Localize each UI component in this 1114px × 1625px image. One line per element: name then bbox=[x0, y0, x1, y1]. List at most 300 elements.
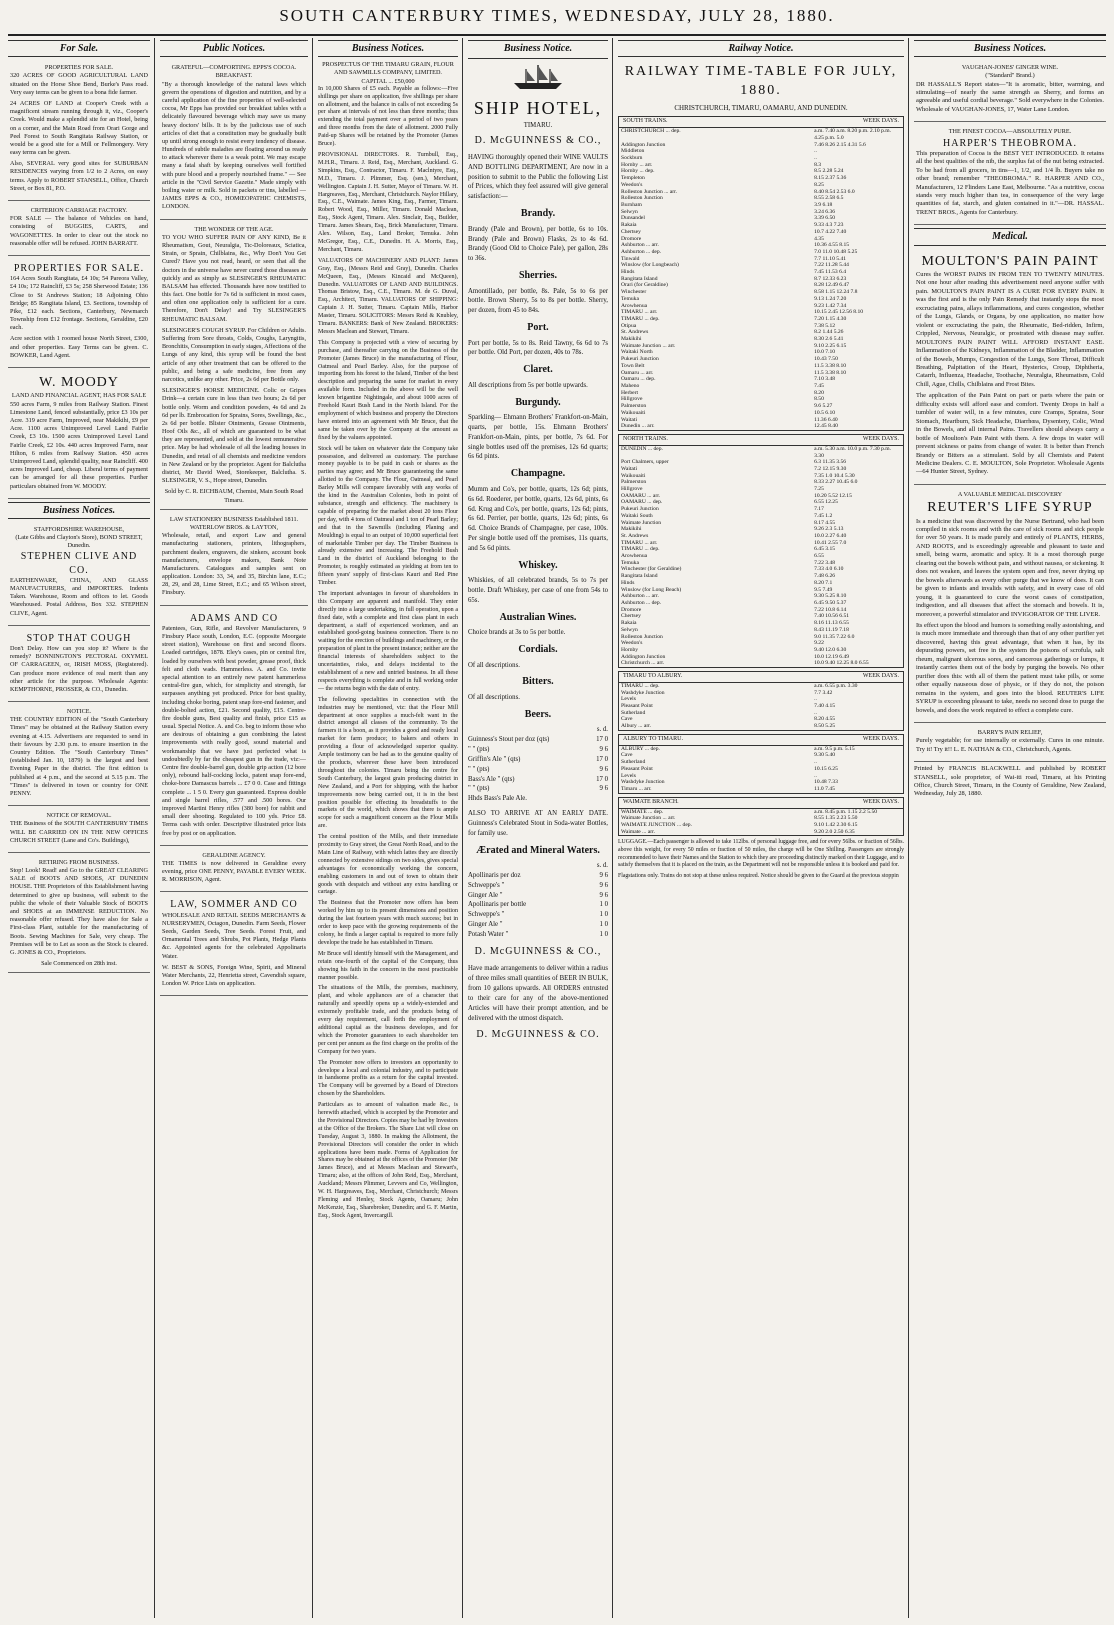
ad-title: PROPERTIES FOR SALE. bbox=[44, 64, 114, 72]
ad-text: "By a thorough knowledge of the natural laws which govern the operations of digestion and nutrition, and by a careful application of the fine properties of well-selected cocoa, Mr Epps has provided our breakfast tables with a delicately flavoured beverage which may save us many heavy doctors' bills. It is by the judicious use of such articles of diet that a constitution may be gradually built up until strong enough to resist every tendency of disease. Hundreds of subtle maladies are floating around us ready to attack wherever there is a weak point. We may escape many a fatal shaft by keeping ourselves well fortified with pure blood and a properly nourished frame." — See article in the "Civil Service Gazette." Made simply with boiling water or milk. Sold in packets or tins, labelled — JAMES EPPS & CO., HOMŒOPATHIC CHEMISTS, LONDON. bbox=[162, 80, 306, 211]
station-name: Pukeuri Junction bbox=[621, 506, 659, 513]
ad-text: 320 ACRES OF GOOD AGRICULTURAL LAND situated on the Horse Shoe Bend, Burke's Pass road. Very easy terms can be given to a bona fide farmer. bbox=[10, 72, 148, 96]
table-row bbox=[619, 336, 903, 343]
table-row bbox=[619, 620, 903, 627]
train-times: .. bbox=[814, 148, 817, 155]
station-name: TIMARU ... arr. bbox=[621, 309, 658, 316]
table-row bbox=[619, 309, 903, 316]
table-row bbox=[619, 627, 903, 634]
price-row bbox=[468, 930, 608, 940]
train-times: 11.5 3.38 8.10 bbox=[814, 369, 847, 376]
ad-text: DR HASSALL'S Report states—"It is aromatic, bitter, warming, and stimulating—of nearly the same strength as Sherry, and forms an agreeable and useful cordial beverage." Sold everywhere in the Colonies. Wholesale of VAUGHAN-JONES, 17, Water Lane London. bbox=[916, 80, 1104, 113]
price-heading: Champagne. bbox=[510, 468, 566, 480]
table-label: TIMARU TO ALBURY. bbox=[623, 673, 683, 680]
column-6 bbox=[914, 40, 1106, 1618]
station-name: OAMARU ... dep. bbox=[621, 499, 663, 506]
beers-list bbox=[468, 735, 608, 804]
price-item-name: Ginger Ale " bbox=[468, 891, 503, 899]
ad-epps-cocoa bbox=[160, 61, 308, 219]
ad-law-sommer bbox=[160, 895, 308, 996]
station-name: Templeton bbox=[621, 175, 645, 182]
table-row bbox=[619, 520, 903, 527]
train-times: 10.41 2.55 7.0 bbox=[814, 539, 847, 546]
station-name: Christchurch ... arr. bbox=[621, 660, 665, 667]
table-row bbox=[619, 546, 903, 553]
column-divider bbox=[612, 38, 613, 1618]
station-name: Port Chalmers, upper bbox=[621, 459, 669, 466]
station-name: Dunedin ... arr. bbox=[621, 423, 655, 430]
station-name: Hillgrove bbox=[621, 396, 643, 403]
ad-text: SLESINGER'S COUGH SYRUP. For Children or Adults. Suffering from Sore throats, Colds, Coughs, Laryngitis, Bronchitis, Consumption in early stages, Affections of the Lungs of any kind, this syrup will be found the best article of any other treatment that can be offered to the public, and being a safe medicine, free from any narcotics, unlike any other. Price, 2s 6d per Bottle only. bbox=[162, 326, 306, 383]
station-name: Levels bbox=[621, 696, 636, 703]
price-heading: Beers. bbox=[524, 708, 552, 720]
station-name: Waimate Junction ... arr. bbox=[621, 342, 676, 349]
train-times: 7.7 11.10 5.41 bbox=[814, 255, 847, 262]
ad-text: The application of the Pain Paint on part or parts where the pain or difficulty exists will afford ease and comfort. Twenty Drops in half a tumbler of water will, in a few minutes, cure Cramps, Sprains, Sour Stomach, Heartburn, Sick Headache, Diarrhœa, Dysentery, Colic, Wind in the Bowels, and all internal Pains. Travellers should always carry a bottle of Moulton's Pain Paint with them. A few drops in water will prevent sickness or pains from change of water. It is better than French Brandy or Bitters as a stimulant. Sold by all Chemists and Patent Medicine Dealers. C. E. MOULTON, Sole Proprietor. Wholesale Agents—64 Hunter Street, Sydney. bbox=[916, 392, 1104, 476]
table-row bbox=[619, 289, 903, 296]
table-label: WEEK DAYS. bbox=[862, 118, 899, 125]
ad-barry bbox=[914, 726, 1106, 762]
train-times: 10.0 7.10 bbox=[814, 349, 836, 356]
table-row bbox=[619, 195, 903, 202]
ad-footer: Sold by C. R. EICHBAUM, Chemist, Main South Road Timaru. bbox=[164, 488, 304, 504]
price-row bbox=[468, 784, 608, 794]
table-row bbox=[619, 526, 903, 533]
column-1 bbox=[8, 40, 150, 1618]
table-row bbox=[619, 242, 903, 249]
train-times: 8.17 4.55 bbox=[814, 519, 836, 526]
train-times: 8.25 bbox=[814, 181, 824, 188]
station-name: Sutherland bbox=[621, 759, 646, 766]
column-divider bbox=[312, 38, 313, 1618]
hotel-owner: D. McGUINNESS & CO., bbox=[474, 945, 602, 957]
price-row bbox=[468, 765, 608, 775]
ad-subtitle: LAND AND FINANCIAL AGENT, HAS FOR SALE bbox=[11, 392, 147, 400]
price-heading: Sherries. bbox=[518, 270, 558, 282]
table-row bbox=[619, 723, 903, 730]
price-heading: Cordials. bbox=[518, 644, 558, 656]
station-name: Hillgrove bbox=[621, 486, 643, 493]
station-name: Herbert bbox=[621, 389, 639, 396]
timetable-footnote: Flagstations only. Trains do not stop at these unless required. Notice should be given to the Guard at the previous stoppin bbox=[618, 872, 899, 879]
station-name: Levels bbox=[621, 772, 636, 779]
station-name: Waitaki South bbox=[621, 512, 653, 519]
ad-carriage-factory bbox=[8, 204, 150, 256]
table-row bbox=[619, 506, 903, 513]
section-header: Business Notice. bbox=[468, 40, 608, 59]
station-name: Otipua bbox=[621, 322, 637, 329]
train-times: 8.33 2.27 10.45 6.0 bbox=[814, 479, 858, 486]
train-times: a.m. 5.30 a.m. 10.0 p.m. 7.30 p.m. 3.30 bbox=[814, 445, 892, 459]
ad-title: LAW STATIONERY BUSINESS Established 1811. WATERLOW BROS. & LAYTON, bbox=[169, 515, 299, 531]
ad-text: Is a medicine that was discovered by the Nurse Bertrand, who had been compiled in sick rooms and with the care of sick rooms and sick people for over 50 years. It is made purely and entirely of PLANTS, HERBS, AND ROOTS, and is exceedingly agreeable and pleasant to taste and smell, being warm, aromatic and spicy. It is a most thorough purge clearing out the bowels without pain, and without nausea, or sickening. It does not weaken, and leaves the system open and free, never drying up the bowels afterwards as every other purge that we know of does. It can be given to infants and invalids with safety, and in every case of old young, it is guaranteed to cure the worst cases of constipation, indigestion, and all diseases that affect the stomach and bowels. It is, moreover, a powerful stimulator and INVIGORATOR OF THE LIVER. bbox=[916, 517, 1104, 618]
table-row bbox=[619, 533, 903, 540]
prospectus-text: The central position of the Mills, and their immediate proximity to Gray street, the Great North Road, and to the Main Line of Railway, with which lattes they are directly connected by extensive sidings on two sides, gives special advantages for economically working the concern, enabling customers in and out of town to obtain their goods with despatch and without any extra handling or cartage. bbox=[318, 834, 458, 896]
train-times: 8.58 1.15 12.24 7.8 bbox=[814, 289, 858, 296]
station-name: Makikihi bbox=[621, 526, 642, 533]
station-name: Waikouaiti bbox=[621, 472, 646, 479]
train-times: 7.0 11.0 10.48 5.25 bbox=[814, 248, 858, 255]
price-item-name: Apollinaris per bottle bbox=[468, 901, 527, 909]
station-name: Arowhenua bbox=[621, 553, 648, 560]
ad-text: This preparation of Cocoa is the BEST YET INTRODUCED. It retains all the best qualities of the nib, the surplus fat of the nut being extracted. To be had from all grocers, in tins—1, 1/2, and 1/4 lb. Buyers take no other brand; remember "THEOBROMA." R. HARPER AND CO., Manufacturers, 12 Flinders Lane East, Melbourne. "As a nutritive, cocoa stands very much higher than tea, in consequence of the very large quantities of fat, starch, and gluten contained in it."—DR. HASSAL. TRENT BROS., Agents for Canterbury. bbox=[916, 149, 1104, 216]
ad-text: FOR SALE — The balance of Vehicles on hand, consisting of BUGGIES, CARTS, and WAGONETTES. In order to clear out the stock no reasonable offer will be refused. JOHN BARRATT. bbox=[10, 215, 148, 247]
station-name: Town Belt bbox=[621, 362, 645, 369]
station-name: Waikouaiti bbox=[621, 409, 646, 416]
table-row bbox=[619, 323, 903, 330]
price-heading: Whiskey. bbox=[518, 559, 558, 571]
station-name: Ashburton ... dep. bbox=[621, 599, 662, 606]
table-label: ALBURY TO TIMARU. bbox=[623, 735, 683, 742]
price-item-price: 9 6 bbox=[599, 785, 608, 793]
table-row bbox=[619, 390, 903, 397]
station-name: Albury ... arr. bbox=[621, 723, 652, 730]
station-name: Oamaru ... arr. bbox=[621, 369, 654, 376]
ad-title: PROPERTIES FOR SALE. bbox=[13, 262, 145, 274]
table-row bbox=[619, 162, 903, 169]
train-times: 9.13 1.24 7.20 bbox=[814, 295, 847, 302]
arrive-text: ALSO TO ARRIVE AT AN EARLY DATE. Guinness's Celebrated Stout in Soda-water Bottles, for family use. bbox=[468, 810, 608, 837]
column-divider bbox=[154, 38, 155, 1618]
column-divider bbox=[462, 38, 463, 1618]
train-times: 7.46 8.26 2.15 4.31 5.6 bbox=[814, 141, 866, 148]
station-name: Rangitata Island bbox=[621, 275, 658, 282]
station-name: Dromore bbox=[621, 235, 642, 242]
price-row bbox=[468, 745, 608, 755]
ad-text: THE Business of the SOUTH CANTERBURY TIMES WILL BE CARRIED ON IN THE NEW OFFICES CHURCH STREET (Lane and Co's. Buildings), bbox=[10, 820, 148, 844]
ad-title: W. MOODY bbox=[39, 375, 119, 390]
table-row bbox=[619, 647, 903, 654]
train-times: 7.22 11.28 5.44 bbox=[814, 262, 849, 269]
ad-cough bbox=[8, 629, 150, 702]
ad-title: NOTICE. bbox=[66, 708, 92, 716]
table-row bbox=[619, 466, 903, 473]
table-row bbox=[619, 660, 903, 667]
train-times: 9.40 12.0 6.30 bbox=[814, 646, 847, 653]
table-row bbox=[619, 822, 903, 829]
table-row bbox=[619, 269, 903, 276]
table-row bbox=[619, 403, 903, 410]
table-row bbox=[619, 640, 903, 647]
table-label: WEEK DAYS. bbox=[862, 735, 899, 742]
table-label: NORTH TRAINS. bbox=[623, 435, 668, 442]
table-row bbox=[619, 499, 903, 506]
table-row bbox=[619, 459, 903, 466]
station-name: Pukeuri Junction bbox=[621, 356, 659, 363]
train-times: 7.22 10.8 6.14 bbox=[814, 606, 847, 613]
station-name: Chertsey bbox=[621, 228, 641, 235]
table-row bbox=[619, 587, 903, 594]
table-row bbox=[619, 189, 903, 196]
imprint: Printed by FRANCIS BLACKWELL and published by ROBERT STANSELL, sole proprietor, of Wai-iti road, Timaru, at his Printing Office, Church Street, Timaru, in the County of Geraldine, New Zealand, Wednesday, July 28, 1880. bbox=[914, 765, 1106, 798]
train-times: 7.17 bbox=[814, 506, 824, 513]
price-text: All descriptions from 5s per bottle upwards. bbox=[468, 381, 588, 389]
ad-text: THE COUNTRY EDITION of the "South Canterbury Times" may be obtained at the Railway Station every evening at 4.15. Advertisers are requested to send in their favours by 2.30 p.m. to ensure insertion in the Country Edition. The "South Canterbury Times" (established Jan. 10, 1879) is the largest and best Evening Paper in the district. The first edition is published at 4 p.m., and the second at 5.15 p.m. The "Times" is delivered in town or country for ONE PENNY. bbox=[10, 716, 148, 797]
train-times: 8.50 5.25 bbox=[814, 723, 836, 730]
price-item-name: Schweppe's " bbox=[468, 911, 505, 919]
station-name: Hornby bbox=[621, 646, 639, 653]
station-name: Pleasant Point bbox=[621, 765, 653, 772]
train-times: 9.20 2.0 2.50 6.35 bbox=[814, 828, 855, 835]
station-name: Dromore bbox=[621, 606, 642, 613]
table-row bbox=[619, 553, 903, 560]
train-times: 10.7 4.22 7.40 bbox=[814, 228, 847, 235]
train-times: 8.20 bbox=[814, 389, 824, 396]
station-name: WAIMATE ... dep. bbox=[621, 808, 664, 815]
prospectus-text: The situations of the Mills, the premises, machinery, plant, and whole appliances are of a character that naturally and speedily opens up a widely-extended and extremely profitable trade, and the products being of every day requirement, call forth the employment of additional capital as the business developes, and for which the Promoter guarantees to each shareholder ten per cent per annum as the first charge on the profits of the Company for two years. bbox=[318, 985, 458, 1055]
table-row bbox=[619, 410, 903, 417]
ad-title: GERALDINE AGENCY. bbox=[202, 851, 266, 859]
price-item-name: Bass's Ale " (qts) bbox=[468, 775, 515, 783]
price-item-price: 1 0 bbox=[599, 901, 608, 909]
train-times: 3.24 6.36 bbox=[814, 208, 836, 215]
ad-text: THE TIMES is now delivered in Geraldine every evening, price ONE PENNY, PAYABLE EVERY WEEK. R. MORRISON, Agent. bbox=[162, 859, 306, 884]
prospectus-text: Mr Bruce will identify himself with the Management, and retain one-fourth of the capital of the Company, thus showing his faith in the concern in the most practicable manner possible. bbox=[318, 950, 458, 981]
table-row bbox=[619, 363, 903, 370]
table-row bbox=[619, 329, 903, 336]
train-times: 7.38 5.12 bbox=[814, 322, 836, 329]
train-times: 9.10 2.25 6.15 bbox=[814, 342, 847, 349]
train-times: 10.43 7.50 bbox=[814, 356, 838, 363]
station-name: Ashburton ... dep. bbox=[621, 248, 662, 255]
station-name: Waitati bbox=[621, 416, 638, 423]
station-name: Sockburn bbox=[621, 155, 643, 162]
table-row bbox=[619, 815, 903, 822]
station-name: Waimate ... arr. bbox=[621, 828, 656, 835]
station-name: Rakaia bbox=[621, 222, 637, 229]
train-times: 7.33 4.0 6.10 bbox=[814, 566, 844, 573]
station-name: Palmerston bbox=[621, 403, 647, 410]
train-times: 8.55 1.35 2.23 5.50 bbox=[814, 815, 858, 822]
table-row bbox=[619, 600, 903, 607]
station-name: Timaru ... arr. bbox=[621, 785, 652, 792]
train-times: 9.0 11.35 7.22 6.0 bbox=[814, 633, 855, 640]
table-row bbox=[619, 222, 903, 229]
price-item-name: Schweppe's " bbox=[468, 881, 505, 889]
table-row bbox=[619, 343, 903, 350]
section-header: Business Notices. bbox=[318, 40, 458, 57]
station-name: Waimate Junction ... arr. bbox=[621, 815, 676, 822]
timetable-route: CHRISTCHURCH, TIMARU, OAMARU, AND DUNEDIN. bbox=[674, 104, 848, 113]
price-item-price: 1 0 bbox=[599, 921, 608, 929]
table-row bbox=[619, 446, 903, 459]
ad-moulton bbox=[914, 250, 1106, 485]
ad-text: WHOLESALE AND RETAIL SEEDS MERCHANTS & NURSERYMEN, Octagon, Dunedin. Farm Seeds, Flower Seeds, Garden Seeds, Tree Seeds. Forest Fruit, and Ornamental Trees and Shrubs, Pot Plants, Hedge Plants &c. Appointed agents for the celebrated Appolinaris Water. bbox=[162, 911, 306, 960]
ad-law-stationery bbox=[160, 513, 308, 606]
prospectus-text: The important advantages in favour of shareholders in this Company are apparent and manifold. They enter directly into a large undertaking, in full operation, upon a fixed date, with a complete and first class plant in each department, a staff of experienced workmen, and an established good-going business connection. There is no waiting for the erection of buildings and machinery, or the preparation of plant in the present instance; neither are the financial interests of shareholders subject to the uncertainties, risks, and delays incidental to the establishment of a new and untried business. In all these respects everything is complete and in full working order — the returns begin with the date of entry. bbox=[318, 590, 458, 692]
train-times: 9.26 2.3 5.13 bbox=[814, 526, 844, 533]
table-label: WEEK DAYS. bbox=[862, 798, 899, 805]
train-times: 10.15 6.25 bbox=[814, 765, 838, 772]
table-row bbox=[619, 202, 903, 209]
prospectus-text: The Promoter now offers to investors an opportunity to develope a local and colonial industry, and to participate in handsome profits as a return for the capital invested. The Company will be governed by a Board of Directors chosen by the Shareholders. bbox=[318, 1059, 458, 1098]
station-name: Maheno bbox=[621, 382, 640, 389]
ad-retiring bbox=[8, 856, 150, 973]
train-times: 8.55 2.58 6.5 bbox=[814, 195, 844, 202]
table-row bbox=[619, 128, 903, 141]
train-times: .. bbox=[814, 772, 817, 779]
ad-text: Stop! Look! Read! and Go to the GREAT CLEARING SALE of BOOTS AND SHOES, AT DUNEDIN HOUSE. THE Proprietors of this Establishment having determined to give up business, will submit to the public the whole of their Valuable Stock of BOOTS and SHOES at an IMMENSE REDUCTION. No reasonable offer refused. They have also for Sale a First-class Plant, suitable for the manufacturing of Boots. Sewing Machines for Sale, very cheap. The Premises will be to Let as soon as the Stock is cleared. G. JONES & CO., Proprietors. bbox=[10, 867, 148, 956]
prospectus-text: This Company is projected with a view of securing by purchase, and thereafter carrying on the Business of the Promoter (James Bruce) in the manufacturing of Flour, Oatmeal and Pearl Barley. Also, for the purpose of importing from his forest to the Island, Timber of the best description and preparing the same for market in every available form. Included in the above will be the well known brigantine Nightingale, and about 1000 acres of Freehold Kauri Bush Land in the North Island. For the employment of which business and property the Directors have entered into an agreement with Mr Bruce, that the same be taken over by the Company at the amount as fixed by the valuers appointed. bbox=[318, 339, 458, 441]
price-row bbox=[468, 735, 608, 745]
ad-text: Acre section with 1 roomed house North Street, £300, and other properties. Easy Terms can be given. C. BOWKER, Land Agent. bbox=[10, 335, 148, 359]
train-times: 7.7 3.42 bbox=[814, 689, 833, 696]
station-name: Dunsandel bbox=[621, 215, 645, 222]
price-item-name: Griffin's Ale " (qts) bbox=[468, 755, 521, 763]
prospectus-capital: CAPITAL ... £50,000 bbox=[361, 77, 415, 85]
table-row bbox=[619, 182, 903, 189]
train-times: 10.48 7.33 bbox=[814, 779, 838, 786]
hotel-town: TIMARU. bbox=[523, 121, 553, 129]
table-row bbox=[619, 142, 903, 149]
section-header: Medical. bbox=[914, 228, 1106, 245]
table-row bbox=[619, 479, 903, 486]
price-text: Whiskies, of all celebrated brands, 5s to 7s per bottle. Draft Whiskey, per case of one from 54s to 65s. bbox=[468, 577, 608, 604]
price-item-name: Ginger Ale " bbox=[468, 921, 503, 929]
prospectus-text: The following specialities in connection with the industries may be mentioned, viz: that the Flour Mill department at once supplies a much-felt want in the district amongst all classes of the community. To the farmers it is a boon, as it provides a good and ready local market for farm produce; to bakers and others in providing a flour of acknowledged superior quality. Ample testimony can be had as to the genuine quality of the products, wherever these have been introduced throughout the colonies. Timaru being the centre for South Canterbury, the largest grain producing district in New Zealand, and a Port for shipping, with the harbor improvements now being carried out, it is in the best position possible for effecting its breadstuffs to the markets of the world, which shows that there is ample scope for such a magnificent concern as the Flour Mills are. bbox=[318, 696, 458, 830]
train-times: 8.16 11.13 6.55 bbox=[814, 620, 849, 627]
ad-text: Also, SEVERAL very good sites for SUBURBAN RESIDENCES varying from 1/2 to 2 Acres, on easy terms. Apply to ROBERT STANSELL, Office, Church Street, or Box 81, P.O. bbox=[10, 160, 148, 192]
ad-title: STAFFORDSHIRE WAREHOUSE, bbox=[33, 525, 125, 533]
section-header: Business Notices. bbox=[8, 502, 150, 519]
ad-moody bbox=[8, 371, 150, 499]
section-header: Business Notices. bbox=[914, 40, 1106, 57]
ad-title: THE FINEST COCOA—ABSOLUTELY PURE. bbox=[948, 128, 1072, 136]
table-row bbox=[619, 249, 903, 256]
table-row bbox=[619, 593, 903, 600]
prospectus-text: VALUATORS OF MACHINERY AND PLANT: James Gray, Esq., (Messrs Reid and Gray), Dunedin. Charles McQueen, Esq., (Messrs Kincaid and McQueen), Dunedin. VALUATORS OF LAND AND BUILDINGS. Thomas Bristow, Esq., C.E., Timaru. M. de G. Duval, Esq., Architect, Timaru. VALUATORS OF SHIPPING: Captain J. H. Sutter, Timaru. Captain Mills, Harbor Master, Timaru. SOLICITORS: Messrs Reid & Knubley, Timaru. BANKERS: Bank of New Zealand. BROKERS: Messrs Maclean and Stewart, Timaru. bbox=[318, 257, 458, 335]
table-row bbox=[619, 786, 903, 793]
price-column-header: s. d. bbox=[596, 862, 608, 870]
north-trains-table bbox=[618, 434, 904, 668]
price-text: Sparkling— Ehmann Brothers' Frankfort-on-Main, quarts, per bottle, 15s. Ehmann Brothers' Frankfort-on-Main, pints, per bottle, 7s 6d. For single bottles used off the premises, 12s 6d quarts; 6s 6d pints. bbox=[468, 414, 608, 461]
table-row bbox=[619, 683, 903, 690]
train-times: 8.7 12.33 6.23 bbox=[814, 275, 847, 282]
station-name: St. Andrews bbox=[621, 532, 649, 539]
prospectus-title: PROSPECTUS OF THE TIMARU GRAIN, FLOUR AND SAWMILLS COMPANY, LIMITED. bbox=[322, 61, 454, 77]
hotel-owner: D. McGUINNESS & CO. bbox=[476, 1029, 600, 1041]
station-name: St. Andrews bbox=[621, 329, 649, 336]
price-heading: Port. bbox=[527, 322, 549, 334]
price-heading: Burgundy. bbox=[515, 396, 561, 408]
station-name: Winchester (for Geraldine) bbox=[621, 566, 682, 573]
price-text: Amontillado, per bottle, 8s. Pale, 5s to 6s per bottle. Brown Sherry, 5s to 8s per bottle. Sherry, per dozen, from 45 to 84s. bbox=[468, 287, 608, 315]
train-times: .. bbox=[814, 709, 817, 716]
ad-title: CRITERION CARRIAGE FACTORY. bbox=[30, 207, 128, 214]
masthead-rule bbox=[8, 34, 1106, 36]
train-times: a.m. 9.5 p.m. 5.15 bbox=[814, 745, 855, 752]
price-item-price: 17 0 bbox=[596, 775, 608, 783]
table-row bbox=[619, 215, 903, 222]
train-times: a.m. 7.40 a.m. 8.20 p.m. 2.10 p.m. 4.25 p.m. 5.0 bbox=[814, 128, 892, 141]
train-times: 11.5 3.38 8.10 bbox=[814, 362, 847, 369]
station-name: Cave bbox=[621, 716, 633, 723]
station-name: Waitaki North bbox=[621, 349, 653, 356]
train-times: 6.45 9.50 5.37 bbox=[814, 599, 847, 606]
price-row bbox=[468, 794, 608, 804]
train-times: 8.3 bbox=[814, 161, 822, 168]
price-text: Choice brands at 3s to 5s per bottle. bbox=[468, 629, 566, 637]
station-name: Rakaia bbox=[621, 620, 637, 627]
train-times: 8.20 4.55 bbox=[814, 716, 836, 723]
luggage-notice: LUGGAGE.—Each passenger is allowed to take 112lbs. of personal luggage free, and for every 56lbs. or fraction of 56lbs. above this weight, for every 50 miles or fraction of 50 miles, the charge will be One Shilling. Passengers are strongly recommended to have their Names and the Station to which they are proceeding distinctly marked on their Luggage, and to satisfy themselves that it is placed on the train, as the Department will not be responsible unless it is booked and paid for. bbox=[618, 839, 904, 869]
price-item-name: Guinness's Stout per doz (qts) bbox=[468, 736, 550, 744]
station-name: Cave bbox=[621, 752, 633, 759]
ad-name: REUTER'S LIFE SYRUP bbox=[927, 500, 1093, 516]
train-times: 10.15 2.45 12.56 8.10 bbox=[814, 309, 864, 316]
train-times: 9.30 5.40 bbox=[814, 752, 836, 759]
ad-text: Its effect upon the blood and humors is something really astonishing, and is much more immediate and thorough than that of any other purifier yet discovered, having this great advantage, that when it has, by its depurating powers, set free in the system the poisons of scrofula, salt rheum, malignant ulcerous sores, and cancerous gatherings or lumps, it instantly carries them out of the body by purging the bowels. No other purifier does this: with all of them the patient must take pills, or some other equally nauseous dose of physic, or if they do not, the poison remains in the system, and goes into the blood. REUTER'S LIFE SYRUP is exceeding pleasant to take, needs no second dose to purge the bowels, and does the work required to effect a complete cure. bbox=[916, 622, 1104, 714]
table-row bbox=[619, 175, 903, 182]
train-times: 7.40 4.15 bbox=[814, 703, 836, 710]
south-trains-table bbox=[618, 116, 904, 431]
table-row bbox=[619, 566, 903, 573]
ad-text: Patentees, Gun, Rifle, and Revolver Manufacturers, 9 Finsbury Place south, London, E.C. (opposite Moorgate street station), Warehouse on first and second floors. Loaded cartridges, 1878. Eley's cases, pin or central fire, loaded by ourselves with best powder, grease proof, thick felt and cloth wads. Hammerless. A. and Co. invite special attention to an entirely new patent hammerless central-fire gun, which, for simplicity and strength, far surpasses anything yet produced. Price for best quality, including choke boring, patent snap fore-end fastener, and double-bolted action, £21. Second quality, £15. Centre-fire double guns, Best quality and finish, price £15 as usual. Special Notice. A. and Co. beg to inform those who are desirous of obtaining a gun combining the latest improvements with really good, sound material and workmanship that we have just perfected what is undoubtedly by far the cheapest gun in the trade, viz:— Centre fire double-barrel gun, double grip action (12 bore only), rebound half-cocking locks, patent snap fore-end, choke-bore Damascus barrels ... £7 0 0. Case and fittings complete ... 1 5 0. Every gun guaranteed. Express double and single barrel rifles, .577 and .500 bores. Our improved Martini Henry rifles (380 bore) for rabbit and small deer shooting. Regulated to 100 yds. Price £8. Terms cash with order. Descriptive illustrated price lists free by post or on application. bbox=[162, 624, 307, 837]
station-name: Winslow (for Longbeach) bbox=[621, 262, 679, 269]
station-name: Winchester bbox=[621, 289, 647, 296]
station-name: TIMARU ... dep. bbox=[621, 315, 660, 322]
ad-text: 164 Acres South Rangitata, £4 10s; 54 Pareora Valley, £4 10s; 172 Raincliff, £3 5s; 258 Sherwood Estate; 136 Close to St Andrews Station; 18 Adjoining Ohio Bridge; 85 Rangitata Island, £3. Sections, township of Pike, £12 each. Sections, Canterbury, Newmarch Township from £12 frontage. Sections, Geraldine, £20 each. bbox=[10, 275, 148, 332]
prospectus-text: Particulars as to amount of valuation made &c., is herewith attached, which is accepted by the Promoter and the Provisional Directors. Copies may be had by Investors at the Office of the Brokers. The Share List will close on Tuesday, August 3, 1880. In making the Allotment, the Provisional Directors will consider the order in which applications have been made. Forms of Application for Shares may be obtained at the offices of the Promoter (Mr James Bruce), and at Messrs Maclean and Stewart's, Timaru; also, at the offices of John Reid, Esq., Merchant, Auckland; Messrs Plimmer, Levvers and Co, Wellington, W. H. Hargreaves, Esq., Merchant, Christchurch; Messrs Fleming and Henley, Stock Agents, Oamaru; John McKenzie, Esq., Sharebroker, Dunedin; and G. F. Martin, Esq., Stock Agent, Invercargill. bbox=[318, 1102, 458, 1219]
ad-footer: Sale Commenced on 28th inst. bbox=[41, 960, 117, 968]
price-heading: Bitters. bbox=[522, 676, 554, 688]
price-column-header: s. d. bbox=[596, 726, 608, 734]
train-times: 10.36 4.55 8.15 bbox=[814, 242, 850, 249]
table-row bbox=[619, 209, 903, 216]
price-item-price: 9 6 bbox=[599, 891, 608, 899]
train-times: 7.40 10.56 6.51 bbox=[814, 613, 850, 620]
table-row bbox=[619, 716, 903, 723]
table-label: WEEK DAYS. bbox=[862, 435, 899, 442]
train-times: 8.2 1.44 5.26 bbox=[814, 329, 844, 336]
train-times: 7.45 11.53 6.4 bbox=[814, 269, 847, 276]
table-row bbox=[619, 303, 903, 310]
price-row bbox=[468, 891, 608, 901]
train-times: 6.3 11.35 3.56 bbox=[814, 459, 847, 466]
column-2 bbox=[160, 40, 308, 1618]
train-times: 8.28 12.49 6.47 bbox=[814, 282, 850, 289]
train-times: 10.0 9.40 12.25 8.0 6.55 bbox=[814, 660, 869, 667]
station-name: Palmerston bbox=[621, 479, 647, 486]
table-row bbox=[619, 690, 903, 697]
table-row bbox=[619, 396, 903, 403]
table-row bbox=[619, 356, 903, 363]
table-row bbox=[619, 703, 903, 710]
train-times: 3.39 6.50 bbox=[814, 215, 836, 222]
train-times: a.m. 6.55 p.m. 3.30 bbox=[814, 682, 858, 689]
price-text: Of all descriptions. bbox=[468, 693, 520, 701]
train-times: 10.0 2.27 6.40 bbox=[814, 532, 847, 539]
ad-subtitle: (Late Gibbs and Clayton's Store), BOND STREET, Dunedin. bbox=[15, 534, 143, 550]
train-times: .. bbox=[814, 759, 817, 766]
station-name: Weedon's bbox=[621, 181, 643, 188]
table-row bbox=[619, 349, 903, 356]
price-item-name: Potash Water " bbox=[468, 930, 509, 938]
prospectus-text: The Business that the Promoter now offers has been worked by him up to its present dimensions and position during the last fourteen years with much success; but in order to keep pace with the growing requirements of the colony, he finds a larger capital is required to more fully develope the trade he has established in Timaru. bbox=[318, 900, 458, 946]
ad-title: A VALUABLE MEDICAL DISCOVERY bbox=[957, 490, 1063, 498]
ad-ginger-wine bbox=[914, 61, 1106, 122]
table-row bbox=[619, 316, 903, 323]
station-name: Pleasant Point bbox=[621, 703, 653, 710]
train-times: 7.10 3.48 bbox=[814, 376, 836, 383]
station-name: Hornby ... arr. bbox=[621, 161, 653, 168]
station-name: Temuka bbox=[621, 295, 639, 302]
ad-text: SLESINGER'S HORSE MEDICINE. Colic or Gripes Drink—a certain cure in less than two hours; 2s 6d per bottle only. Worm and condition powders, 4s 6d and 2s 6d per lb. Embrocation for Sprains, Sores, Swellings, &c., 2s 6d per bottle. Blister Ointments, Grease Ointments, Hoof Oils &c., all of which are guaranteed to be what they are represented, and sold at the lowest remunerative price. May be had wholesale of all the leading houses in Dunedin, and retail of all chemists and medicine vendors in New Zealand or by the proprietor. Agent for Balclutha district, Mr David Weed, Storekeeper, Balclutha. S. SLESINGER, V. S., Hope street, Dunedin. bbox=[162, 387, 307, 485]
hotel-title: SHIP HOTEL, bbox=[473, 97, 603, 118]
ad-title: VAUGHAN-JONES' GINGER WINE. bbox=[961, 64, 1059, 72]
table-row bbox=[619, 486, 903, 493]
ad-text: EARTHENWARE, CHINA, AND GLASS MANUFACTURERS, and IMPORTERS. Indents Taken. Warehouse, Room and offices to let. Goods Warehoused. Postal Address, Box 332. STEPHEN CLIVE, Agent. bbox=[10, 576, 148, 617]
